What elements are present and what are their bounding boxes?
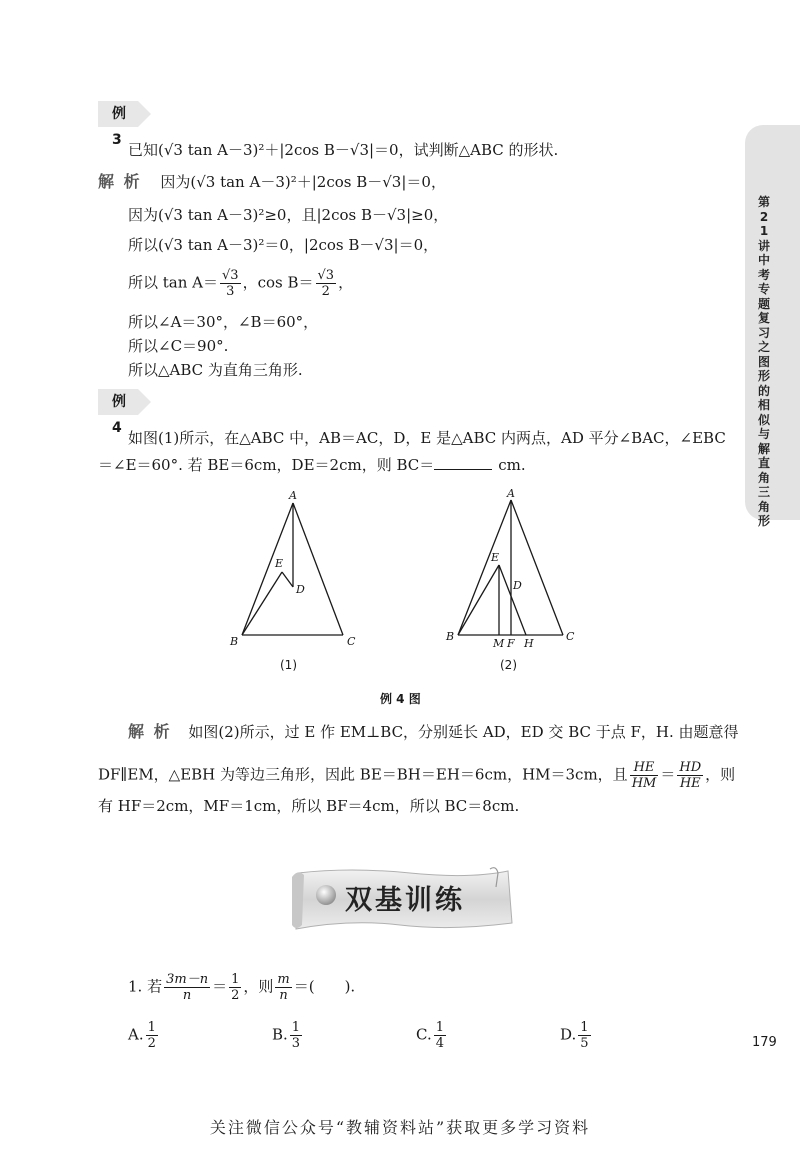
fraction-numerator: √3 [222,268,239,283]
fraction [275,972,291,1003]
text-segment: ，cos B＝ [242,273,314,292]
example-3-solution [98,172,446,192]
option-label: D. [560,1025,577,1044]
fraction [164,972,210,1003]
solution-line-tan-cos [128,268,353,299]
fraction-denominator: 2 [231,988,240,1003]
fraction [229,972,241,1003]
solution-line: 如图(2)所示，过 E 作 EM⊥BC，分别延长 AD，ED 交 BC 于点 F，H. 由题意得 [188,723,739,741]
page-number: 179 [752,1035,777,1050]
example-4-solution-line3: 有 HF＝2cm，MF＝1cm，所以 BF＝4cm，所以 BC＝8cm. [98,797,520,815]
segment-eh [499,565,526,635]
fraction [677,760,703,791]
figure-caption: 例 4 图 [380,692,421,706]
option-c[interactable] [416,1020,448,1051]
fraction-numerator: 1 [147,1020,156,1035]
answer-blank [434,455,492,470]
fraction [290,1020,302,1051]
example-4-tag-label: 例 4 [112,394,126,436]
fraction-numerator: √3 [317,268,335,283]
figure-1-caption: (1) [280,658,297,672]
chapter-side-tab [745,125,800,520]
chapter-side-title: 第21讲 中考专题复习之图形的相似与解直角三角形 [757,195,770,528]
text-segment: ＝ [660,765,676,784]
label-d: D [296,583,305,596]
fraction [434,1020,446,1051]
label-m: M [493,637,505,650]
label-e: E [275,557,284,570]
text-segment: ＝( ). [293,977,356,996]
solution-line: 因为(√3 tan A－3)²≥0，且|2cos B－√3|≥0， [128,206,449,224]
bullet-icon [316,885,336,905]
fraction-numerator: 1 [231,972,240,987]
segment-ed [282,572,293,587]
label-c: C [566,630,575,643]
fraction-denominator: HE [679,776,701,791]
fraction [146,1020,158,1051]
solution-line: 因为(√3 tan A－3)²＋|2cos B－√3|＝0， [160,173,446,191]
segment-ac [293,503,343,635]
fraction [578,1020,590,1051]
text-segment: 所以 tan A＝ [128,273,219,292]
footer-note: 关注微信公众号“教辅资料站”获取更多学习资料 [209,1118,591,1137]
option-label: B. [272,1025,288,1044]
option-d[interactable] [560,1020,593,1051]
text-segment: ＝ [212,977,228,996]
example-4-tag [98,389,138,436]
fraction-denominator: n [182,988,192,1003]
fraction-denominator: 2 [147,1036,156,1051]
solution-line: 所以∠C＝90°. [128,337,229,355]
figure-1 [225,485,375,675]
example-4-question-line1: 如图(1)所示，在△ABC 中，AB＝AC，D，E 是△ABC 内两点，AD 平分∠BAC，∠EBC [128,429,726,447]
fraction-denominator: 3 [291,1036,301,1051]
segment-ab [458,500,511,635]
fraction-denominator: n [279,988,288,1003]
solution-label: 解 析 [98,172,142,191]
solution-line: 所以(√3 tan A－3)²＝0，|2cos B－√3|＝0， [128,236,439,254]
fraction-numerator: 1 [580,1020,589,1035]
fraction-numerator: HD [679,760,702,775]
fraction [316,268,337,299]
example-4-solution-line1 [128,722,739,742]
solution-line: 所以∠A＝30°，∠B＝60°， [128,313,319,331]
text-segment: cm. [498,456,526,474]
option-b[interactable] [272,1020,304,1051]
fraction-numerator: 1 [291,1020,301,1035]
fraction-denominator: 3 [226,284,235,299]
label-b: B [446,630,455,643]
label-a: A [507,487,515,500]
text-segment: 1. 若 [128,977,163,996]
label-d: D [513,579,522,592]
fraction-denominator: 2 [321,284,330,299]
label-h: H [524,637,534,650]
figure-2-caption: (2) [500,658,517,672]
example-4-question-line2 [98,455,526,475]
text-segment: ＝∠E＝60°. 若 BE＝6cm，DE＝2cm，则 BC＝ [98,456,435,474]
fraction [630,760,659,791]
exercise-1-question [128,972,355,1003]
fraction-denominator: 5 [580,1036,589,1051]
solution-line: 所以△ABC 为直角三角形. [128,361,303,379]
figure-2 [440,485,585,675]
fraction-numerator: HE [630,760,659,776]
label-b: B [230,635,239,648]
option-label: C. [416,1025,432,1044]
fraction-denominator: 4 [435,1036,444,1051]
solution-label: 解 析 [128,722,172,741]
fraction-denominator: HM [631,776,657,791]
section-title: 双基训练 [345,885,465,916]
fraction-numerator: 1 [435,1020,444,1035]
label-f: F [507,637,515,650]
text-segment: DF∥EM，△EBH 为等边三角形，因此 BE＝BH＝EH＝6cm，HM＝3cm，且 [98,765,628,784]
text-segment: ， [338,273,354,292]
example-3-question: 已知(√3 tan A－3)²＋|2cos B－√3|＝0，试判断△ABC 的形状. [128,141,559,159]
fraction-numerator: m [277,972,290,987]
example-3-tag [98,101,138,148]
text-segment: ，则 [705,765,736,784]
label-a: A [289,489,297,502]
segment-be [458,565,499,635]
label-c: C [347,635,356,648]
fraction-numerator: 3m－n [166,972,209,987]
segment-ab [242,503,293,635]
fraction [220,268,241,299]
option-a[interactable] [128,1020,160,1051]
option-label: A. [128,1025,144,1044]
example-4-solution-line2 [98,760,735,791]
example-3-tag-label: 例 3 [112,106,126,148]
text-segment: ，则 [243,977,274,996]
label-e: E [491,551,500,564]
